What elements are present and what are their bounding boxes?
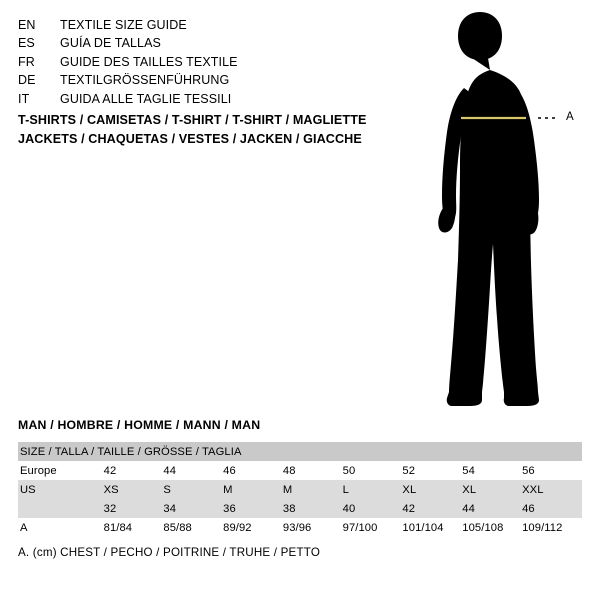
cell: 38	[283, 499, 343, 518]
cell: 105/108	[462, 518, 522, 537]
row-label: A	[18, 518, 104, 537]
language-list	[18, 16, 388, 108]
cell: M	[223, 480, 283, 499]
table-row	[18, 461, 582, 480]
cell: XL	[462, 480, 522, 499]
measure-label-a: A	[566, 111, 575, 123]
cell: 54	[462, 461, 522, 480]
language-code: ES	[18, 36, 35, 51]
cell: XL	[402, 480, 462, 499]
language-row	[18, 71, 388, 89]
language-text: TEXTILE SIZE GUIDE	[60, 18, 187, 32]
cell: 32	[104, 499, 164, 518]
cell: 44	[462, 499, 522, 518]
cell: 81/84	[104, 518, 164, 537]
cell: 34	[163, 499, 223, 518]
table-row	[18, 499, 582, 518]
cell: 36	[223, 499, 283, 518]
cell: 46	[223, 461, 283, 480]
cell: 85/88	[163, 518, 223, 537]
category-headings	[18, 111, 418, 149]
language-row	[18, 90, 388, 108]
size-table	[18, 442, 582, 537]
language-code: FR	[18, 54, 35, 69]
language-code: EN	[18, 18, 36, 32]
cell: M	[283, 480, 343, 499]
cell: 101/104	[402, 518, 462, 537]
cell: XXL	[522, 480, 582, 499]
language-code: DE	[18, 73, 36, 88]
cell: 97/100	[343, 518, 403, 537]
language-code: IT	[18, 91, 30, 106]
category-jackets: JACKETS / CHAQUETAS / VESTES / JACKEN / GIACCHE	[18, 132, 362, 146]
cell: L	[343, 480, 403, 499]
cell: 44	[163, 461, 223, 480]
category-tshirts: T-SHIRTS / CAMISETAS / T-SHIRT / T-SHIRT / MAGLIETTE	[18, 113, 367, 127]
cell: 56	[522, 461, 582, 480]
cell: 109/112	[522, 518, 582, 537]
row-label: Europe	[18, 461, 104, 480]
language-text: TEXTILGRÖSSENFÜHRUNG	[60, 73, 230, 88]
table-row	[18, 480, 582, 499]
language-text: GUÍA DE TALLAS	[60, 36, 161, 51]
cell: 42	[104, 461, 164, 480]
language-text: GUIDE DES TAILLES TEXTILE	[60, 54, 238, 69]
table-footnote: A. (cm) CHEST / PECHO / POITRINE / TRUHE / PETTO	[18, 546, 321, 559]
table-row	[18, 518, 582, 537]
cell: 52	[402, 461, 462, 480]
table-header-label: SIZE / TALLA / TAILLE / GRÖSSE / TAGLIA	[18, 442, 582, 461]
male-figure-illustration	[398, 8, 598, 408]
cell: 42	[402, 499, 462, 518]
cell: 89/92	[223, 518, 283, 537]
cell: 50	[343, 461, 403, 480]
cell: 40	[343, 499, 403, 518]
language-row	[18, 16, 388, 34]
language-row	[18, 34, 388, 52]
row-label: US	[18, 480, 104, 499]
cell: 93/96	[283, 518, 343, 537]
table-title: MAN / HOMBRE / HOMME / MANN / MAN	[18, 418, 261, 432]
row-label	[18, 499, 104, 518]
language-text: GUIDA ALLE TAGLIE TESSILI	[60, 91, 232, 106]
table-header-row	[18, 442, 582, 461]
language-row	[18, 53, 388, 71]
silhouette-icon	[398, 8, 598, 408]
cell: 48	[283, 461, 343, 480]
cell: S	[163, 480, 223, 499]
cell: XS	[104, 480, 164, 499]
cell: 46	[522, 499, 582, 518]
